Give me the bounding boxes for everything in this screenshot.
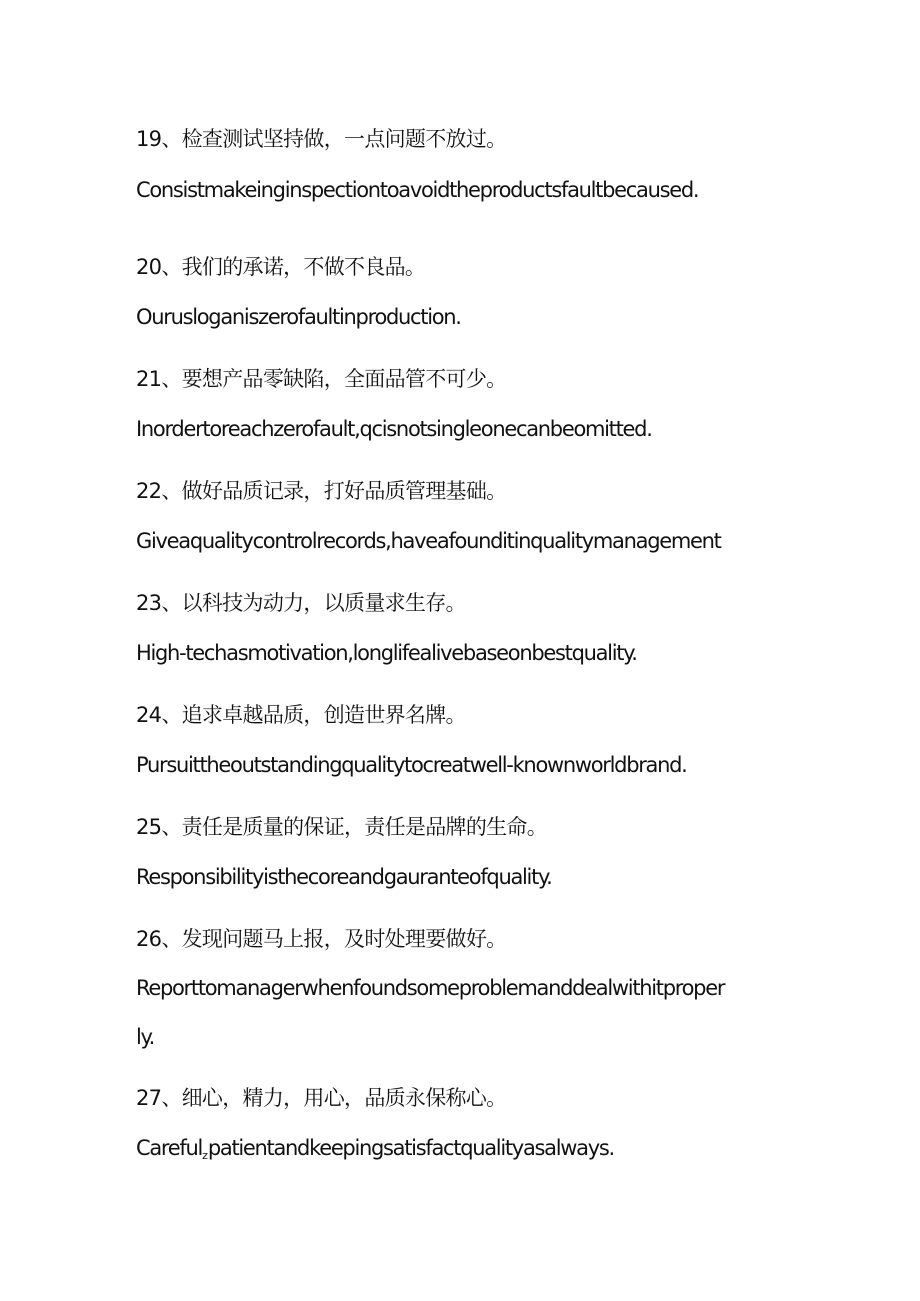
slogan-19-en: Consistmakeinginspectiontoavoidtheproductsfaultbecaused. bbox=[136, 178, 699, 202]
slogan-25-cn: 25、责任是质量的保证，责任是品牌的生命。 bbox=[136, 815, 548, 839]
slogan-23-cn: 23、以科技为动力，以质量求生存。 bbox=[136, 591, 466, 615]
slogan-27-en bbox=[136, 1133, 614, 1171]
slogan-24-cn: 24、追求卓越品质，创造世界名牌。 bbox=[136, 703, 466, 727]
slogan-27-en-part-a: Careful bbox=[136, 1136, 203, 1160]
slogan-19-cn: 19、检查测试坚持做，一点问题不放过。 bbox=[136, 127, 507, 151]
slogan-26-en: Reporttomanagerwhenfoundsomeproblemanddealwithitproper bbox=[136, 976, 725, 1000]
slogan-20-en: Ourusloganiszerofaultinproduction. bbox=[136, 305, 461, 329]
slogan-20-cn: 20、我们的承诺，不做不良品。 bbox=[136, 255, 426, 279]
slogan-23-en: High-techasmotivation,longlifealivebaseonbestquality. bbox=[136, 641, 637, 665]
slogan-21-en: Inordertoreachzerofault,qcisnotsingleonecanbeomitted. bbox=[136, 417, 652, 441]
slogan-27-en-subscript: z bbox=[202, 1149, 208, 1162]
slogan-24-en: Pursuittheoutstandingqualitytocreatwell-knownworldbrand. bbox=[136, 753, 687, 777]
slogan-22-en: Giveaqualitycontrolrecords,haveafounditinqualitymanagement bbox=[136, 529, 721, 553]
slogan-26-en-continued: ly. bbox=[136, 1025, 155, 1049]
slogan-22-cn: 22、做好品质记录，打好品质管理基础。 bbox=[136, 479, 507, 503]
slogan-27-en-part-b: patientandkeepingsatisfactqualityasalways. bbox=[207, 1136, 614, 1160]
slogan-27-cn: 27、细心，精力，用心，品质永保称心。 bbox=[136, 1086, 507, 1110]
slogan-25-en: Responsibilityisthecoreandgauranteofquality. bbox=[136, 865, 552, 889]
slogan-21-cn: 21、要想产品零缺陷，全面品管不可少。 bbox=[136, 367, 507, 391]
slogan-26-cn: 26、发现问题马上报，及时处理要做好。 bbox=[136, 927, 507, 951]
